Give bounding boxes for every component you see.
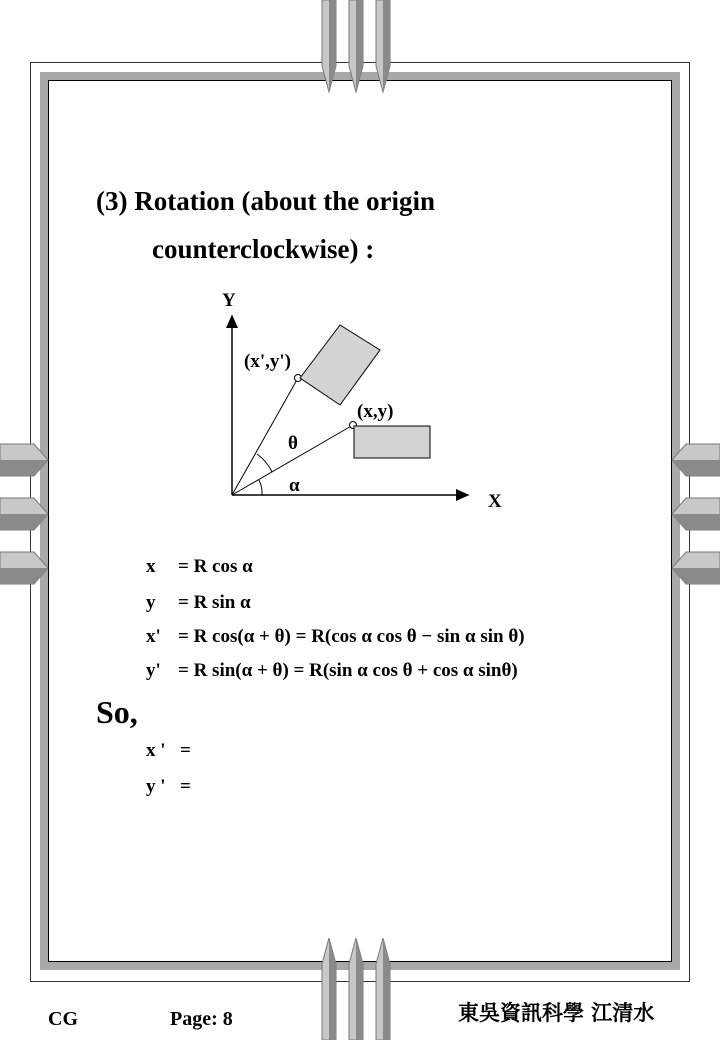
section-title: (3) Rotation (about the origin	[96, 186, 435, 216]
right-spike-decoration	[670, 440, 720, 602]
equation-rhs: = R cos α	[178, 556, 253, 577]
equation-lhs: x'	[146, 626, 161, 647]
equation-rhs: = R sin(α + θ) = R(sin α cos θ + cos α sinθ)	[178, 660, 518, 681]
alpha-label: α	[289, 475, 300, 496]
point-original-label: (x,y)	[357, 401, 394, 422]
result-row	[146, 776, 191, 798]
equation-lhs: x	[146, 556, 156, 577]
y-axis-label: Y	[222, 290, 236, 311]
so-heading: So,	[96, 694, 138, 730]
section-title-continued: counterclockwise) :	[152, 234, 375, 264]
result-rhs: =	[180, 776, 191, 797]
x-axis-label: X	[488, 491, 502, 512]
footer-page-number: Page: 8	[170, 1008, 233, 1030]
top-spike-decoration	[318, 0, 398, 96]
point-rotated-label: (x',y')	[244, 351, 291, 372]
equation-row	[146, 556, 253, 578]
footer-author: 東吳資訊科學 江清水	[458, 1001, 655, 1025]
bottom-spike-decoration	[318, 938, 398, 1040]
theta-label: θ	[288, 433, 298, 454]
equation-lhs: y'	[146, 660, 161, 681]
equation-rhs: = R sin α	[178, 592, 251, 613]
left-spike-decoration	[0, 440, 50, 602]
result-lhs: x '	[146, 740, 166, 761]
result-lhs: y '	[146, 776, 166, 797]
equation-row	[146, 592, 251, 614]
theta-arc	[257, 454, 272, 472]
rotation-diagram	[200, 280, 530, 520]
equation-row	[146, 626, 525, 648]
equation-lhs: y	[146, 592, 156, 613]
rotated-rectangle	[300, 325, 380, 405]
footer-course: CG	[48, 1008, 78, 1030]
equation-row	[146, 660, 518, 682]
equation-rhs: = R cos(α + θ) = R(cos α cos θ − sin α sin θ)	[178, 626, 525, 647]
result-row	[146, 740, 191, 762]
original-rectangle	[354, 426, 430, 458]
result-rhs: =	[180, 740, 191, 761]
alpha-arc	[259, 480, 262, 495]
